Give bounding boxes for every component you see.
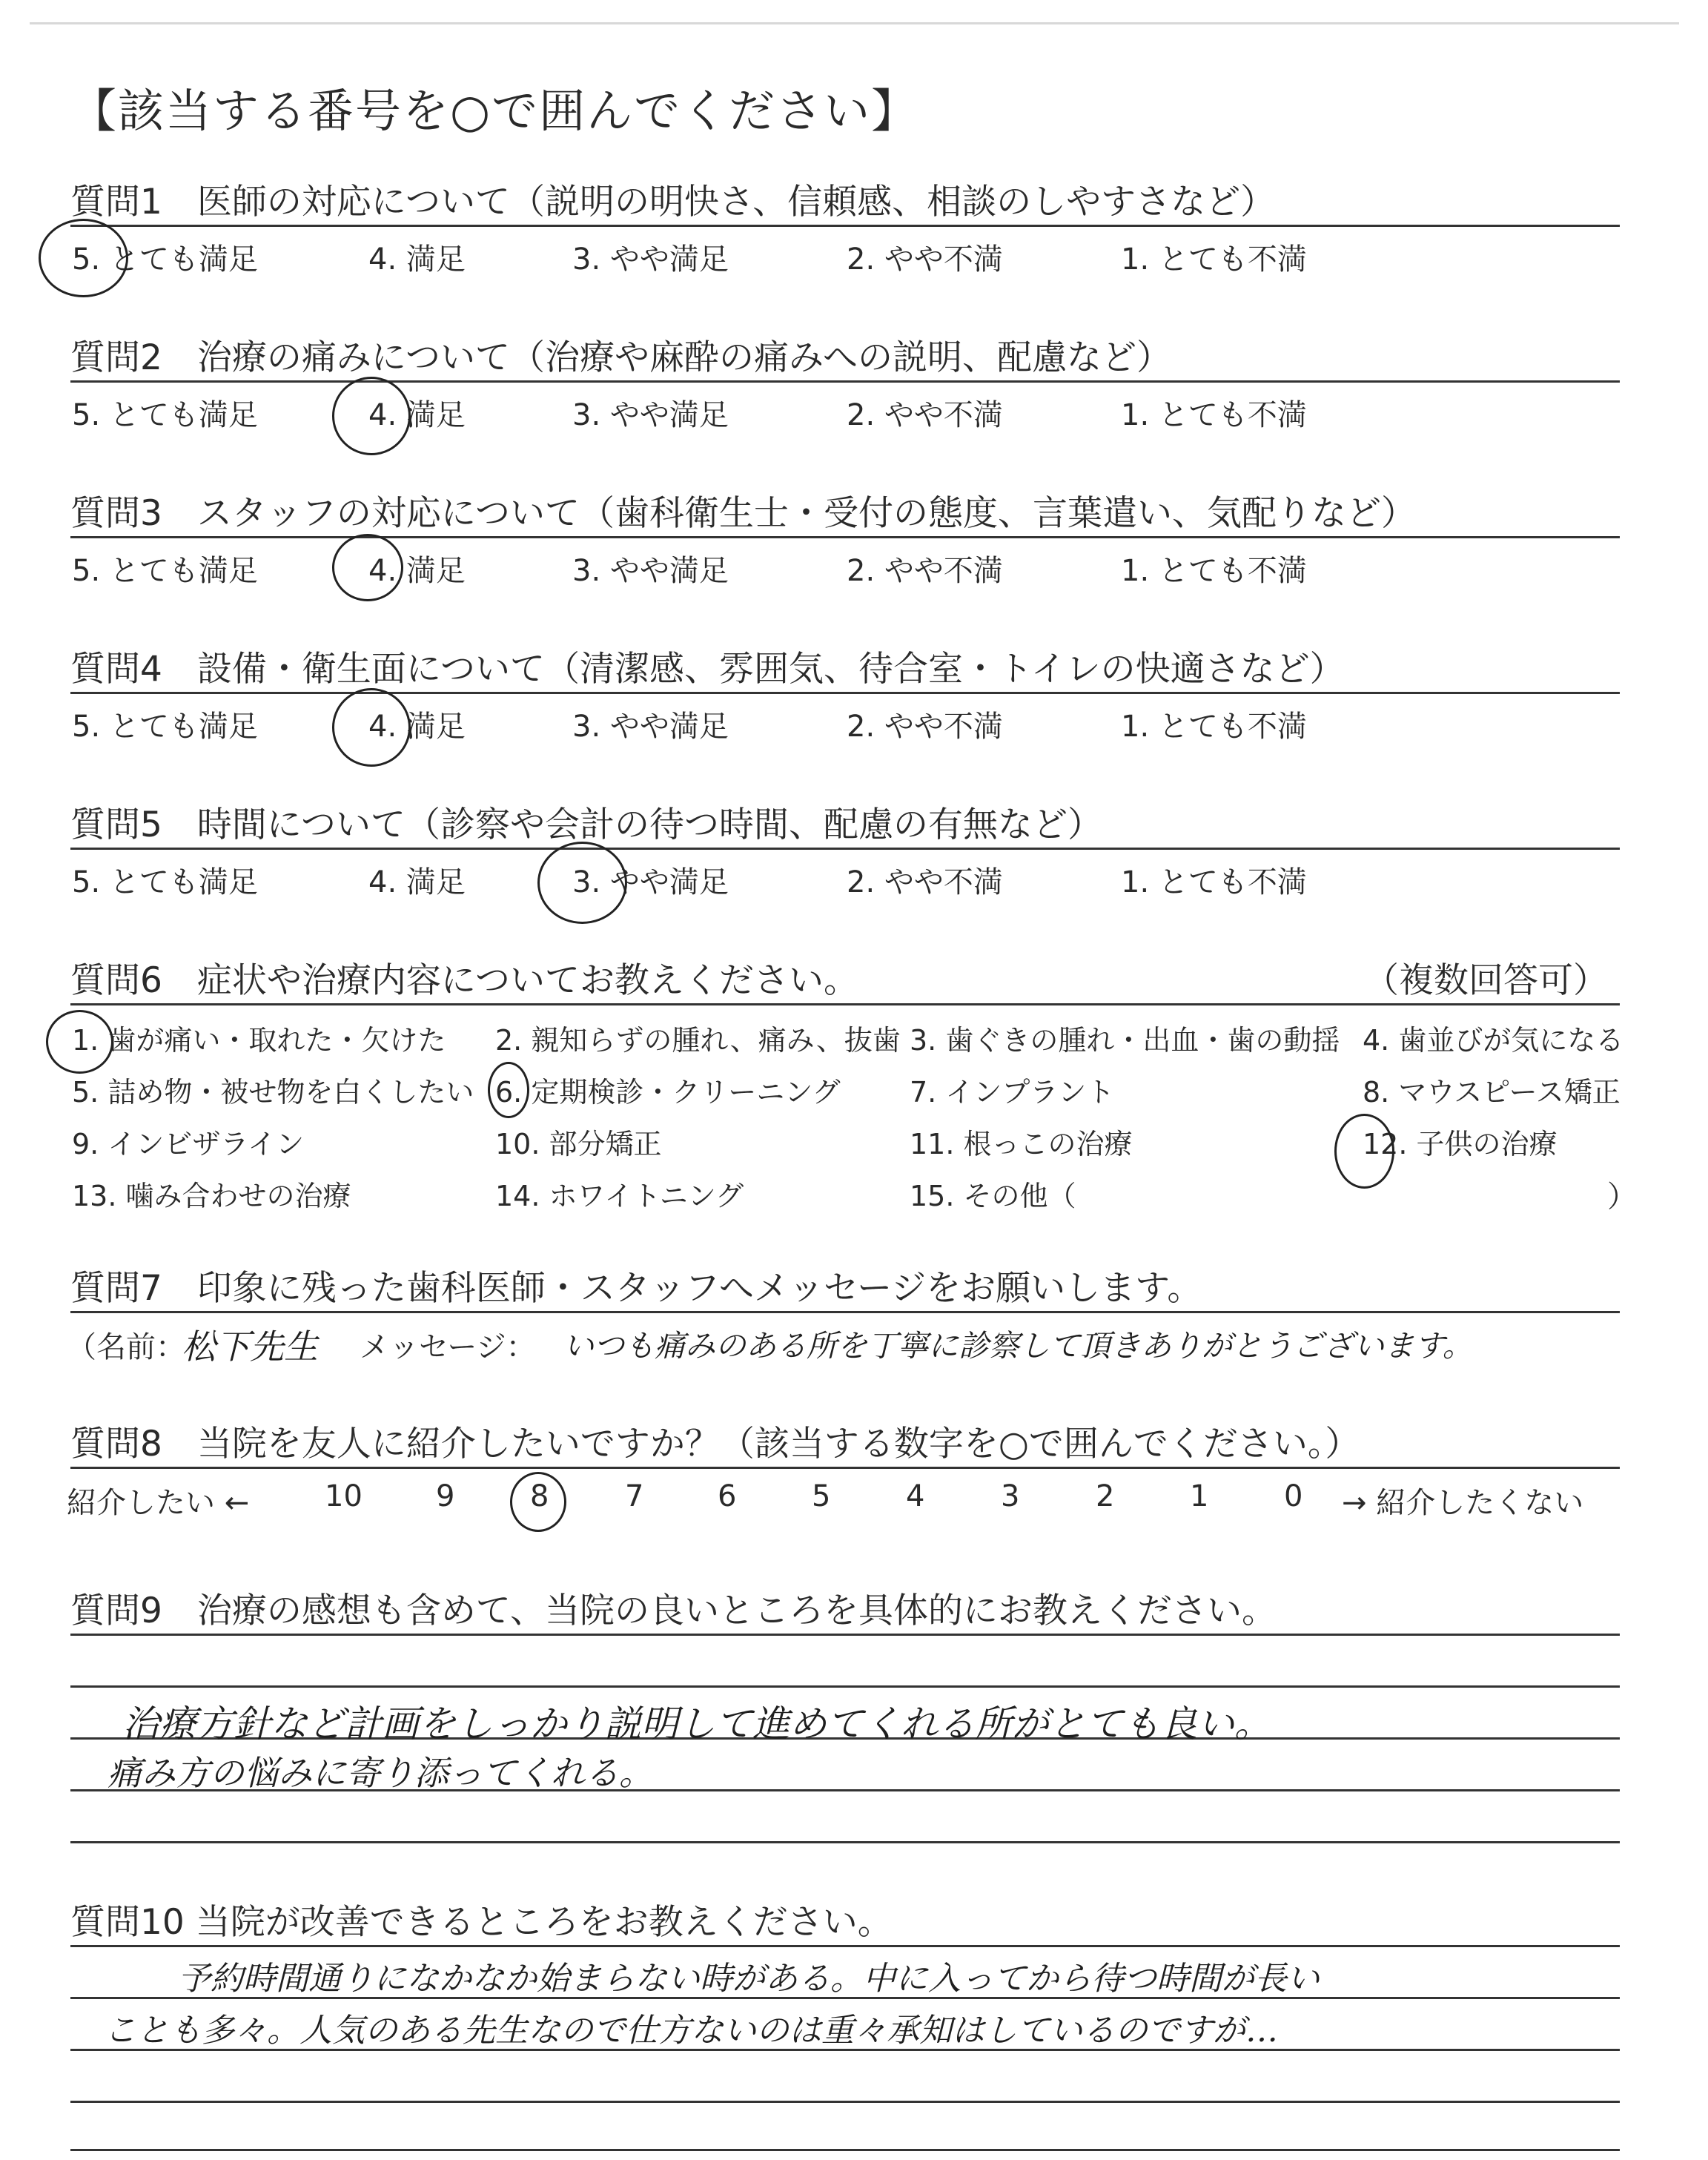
question-10-rule-4 <box>70 2101 1620 2103</box>
q6-option-2[interactable]: 2. 親知らずの腫れ、痛み、抜歯 <box>495 1024 901 1057</box>
q4-option-4[interactable]: 4. 満足 <box>368 710 466 744</box>
q4-option-3[interactable]: 3. やや満足 <box>572 710 729 744</box>
question-6-title: 質問6 症状や治療内容についてお教えください。 <box>70 960 858 1001</box>
name-label: （名前： <box>67 1330 185 1364</box>
question-4-rule <box>70 692 1620 694</box>
question-8-title: 質問8 当院を友人に紹介したいですか？（該当する数字を○で囲んでください。） <box>70 1424 1360 1464</box>
question-9-rule-2 <box>70 1685 1620 1688</box>
question-9-rule-1 <box>70 1634 1620 1636</box>
q1-option-5[interactable]: 5. とても満足 <box>72 242 258 277</box>
q6-option-9[interactable]: 9. インビザライン <box>72 1128 305 1160</box>
q5-option-5[interactable]: 5. とても満足 <box>72 865 258 899</box>
not-recommend-label: → 紹介したくない <box>1342 1486 1584 1520</box>
q6-option-15[interactable]: 15. その他（ <box>910 1180 1076 1212</box>
question-7-rule <box>70 1311 1620 1313</box>
q1-option-2[interactable]: 2. やや不満 <box>847 242 1003 277</box>
q3-option-1[interactable]: 1. とても不満 <box>1121 554 1307 588</box>
q4-option-1[interactable]: 1. とても不満 <box>1121 710 1307 744</box>
q2-option-3[interactable]: 3. やや満足 <box>572 398 729 432</box>
q6-option-4[interactable]: 4. 歯並びが気になる <box>1363 1024 1624 1057</box>
q6-option-3[interactable]: 3. 歯ぐきの腫れ・出血・歯の動揺 <box>910 1024 1340 1057</box>
question-6-rule <box>70 1003 1620 1005</box>
instruction-heading: 【該当する番号を○で囲んでください】 <box>70 84 919 138</box>
question-3-rule <box>70 536 1620 538</box>
question-3-title: 質問3 スタッフの対応について（歯科衛生士・受付の態度、言葉遣い、気配りなど） <box>70 493 1416 534</box>
scale-2[interactable]: 2 <box>1096 1479 1115 1513</box>
question-5-title: 質問5 時間について（診察や会計の待つ時間、配慮の有無など） <box>70 805 1102 845</box>
scale-8[interactable]: 8 <box>530 1479 549 1513</box>
message-label: メッセージ： <box>360 1330 536 1364</box>
q5-option-3[interactable]: 3. やや満足 <box>572 865 729 899</box>
q3-option-4[interactable]: 4. 満足 <box>368 554 466 588</box>
question-2-rule <box>70 380 1620 383</box>
question-5-rule <box>70 848 1620 850</box>
scale-6[interactable]: 6 <box>718 1479 737 1513</box>
question-1-title: 質問1 医師の対応について（説明の明快さ、信頼感、相談のしやすさなど） <box>70 182 1276 222</box>
q10-answer-line-2[interactable]: ことも多々。人気のある先生なので仕方ないのは重々承知はしているのですが… <box>104 2012 1278 2050</box>
scale-1[interactable]: 1 <box>1190 1479 1209 1513</box>
question-4-title: 質問4 設備・衛生面について（清潔感、雰囲気、待合室・トイレの快適さなど） <box>70 649 1345 690</box>
scale-10[interactable]: 10 <box>325 1479 363 1513</box>
q6-option-13[interactable]: 13. 噛み合わせの治療 <box>72 1180 351 1212</box>
scale-4[interactable]: 4 <box>906 1479 925 1513</box>
q1-option-1[interactable]: 1. とても不満 <box>1121 242 1307 277</box>
question-7-title: 質問7 印象に残った歯科医師・スタッフへメッセージをお願いします。 <box>70 1268 1202 1309</box>
message-handwritten[interactable]: いつも痛みのある所を丁寧に診察して頂きありがとうございます。 <box>563 1328 1473 1364</box>
scale-3[interactable]: 3 <box>1001 1479 1020 1513</box>
q5-option-2[interactable]: 2. やや不満 <box>847 865 1003 899</box>
top-edge-line <box>30 22 1679 24</box>
q5-option-1[interactable]: 1. とても不満 <box>1121 865 1307 899</box>
q9-answer-line-2[interactable]: 痛み方の悩みに寄り添ってくれる。 <box>107 1753 653 1793</box>
q5-option-4[interactable]: 4. 満足 <box>368 865 466 899</box>
q6-option-11[interactable]: 11. 根っこの治療 <box>910 1128 1133 1160</box>
question-10-rule-1 <box>70 1945 1620 1947</box>
q2-option-5[interactable]: 5. とても満足 <box>72 398 258 432</box>
question-2-title: 質問2 治療の痛みについて（治療や麻酔の痛みへの説明、配慮など） <box>70 337 1172 378</box>
q6-option-8[interactable]: 8. マウスピース矯正 <box>1363 1076 1621 1109</box>
q6-option-6[interactable]: 6. 定期検診・クリーニング <box>495 1076 841 1109</box>
q4-option-5[interactable]: 5. とても満足 <box>72 710 258 744</box>
q9-answer-line-1[interactable]: 治療方針など計画をしっかり説明して進めてくれる所がとても良い。 <box>122 1702 1271 1745</box>
q6-other-close-paren: ） <box>1607 1180 1637 1214</box>
question-9-title: 質問9 治療の感想も含めて、当院の良いところを具体的にお教えください。 <box>70 1591 1277 1631</box>
q6-option-5[interactable]: 5. 詰め物・被せ物を白くしたい <box>72 1076 474 1109</box>
q6-option-7[interactable]: 7. インプラント <box>910 1076 1115 1109</box>
q6-option-12[interactable]: 12. 子供の治療 <box>1363 1128 1558 1160</box>
q2-option-4[interactable]: 4. 満足 <box>368 398 466 432</box>
q10-answer-line-1[interactable]: 予約時間通りになかなか始まらない時がある。中に入ってから待つ時間が長い <box>178 1960 1320 1998</box>
multiple-answers-note: （複数回答可） <box>1364 960 1608 1001</box>
recommend-label: 紹介したい ← <box>67 1486 250 1520</box>
q2-option-1[interactable]: 1. とても不満 <box>1121 398 1307 432</box>
scale-7[interactable]: 7 <box>625 1479 644 1513</box>
q6-option-1[interactable]: 1. 歯が痛い・取れた・欠けた <box>72 1024 446 1057</box>
q3-option-5[interactable]: 5. とても満足 <box>72 554 258 588</box>
question-1-rule <box>70 225 1620 227</box>
staff-name-handwritten[interactable]: 松下先生 <box>182 1327 318 1367</box>
q4-option-2[interactable]: 2. やや不満 <box>847 710 1003 744</box>
q3-option-3[interactable]: 3. やや満足 <box>572 554 729 588</box>
q3-option-2[interactable]: 2. やや不満 <box>847 554 1003 588</box>
q1-option-4[interactable]: 4. 満足 <box>368 242 466 277</box>
question-10-title: 質問10 当院が改善できるところをお教えください。 <box>70 1902 893 1943</box>
question-10-rule-5 <box>70 2149 1620 2151</box>
q6-option-14[interactable]: 14. ホワイトニング <box>495 1180 744 1212</box>
q1-option-3[interactable]: 3. やや満足 <box>572 242 729 277</box>
q6-option-10[interactable]: 10. 部分矯正 <box>495 1128 662 1160</box>
scale-0[interactable]: 0 <box>1284 1479 1303 1513</box>
q2-option-2[interactable]: 2. やや不満 <box>847 398 1003 432</box>
question-9-rule-5 <box>70 1841 1620 1843</box>
question-8-rule <box>70 1467 1620 1469</box>
scale-9[interactable]: 9 <box>436 1479 455 1513</box>
scale-5[interactable]: 5 <box>812 1479 831 1513</box>
